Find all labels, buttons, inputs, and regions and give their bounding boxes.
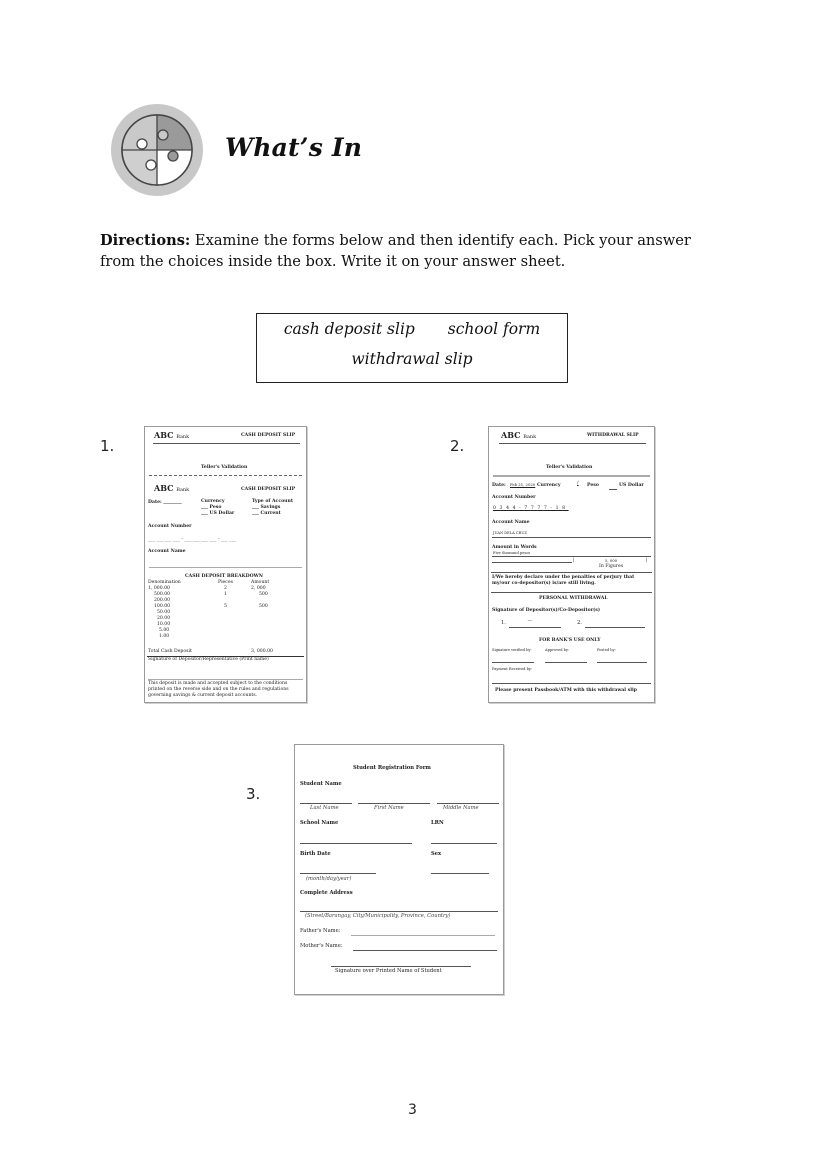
item-number-1: 1.: [100, 437, 115, 455]
bracket-left: |: [573, 558, 575, 563]
teller-validation: Teller's Validation: [546, 465, 593, 470]
denom-row: 50.00: [157, 610, 171, 615]
approved-label: Approved by:: [545, 648, 570, 652]
peso-label: Peso: [587, 483, 599, 488]
usd-label: US Dollar: [619, 483, 644, 488]
account-number-blank: ___ ___ ___ ___ - ___ ___ ___ ___ - ___ ___: [148, 537, 237, 542]
choice-withdrawal-slip: withdrawal slip: [351, 350, 473, 368]
date-value: Feb 21, 2020: [510, 482, 536, 487]
cash-deposit-slip-form: [144, 426, 307, 703]
mother-name-label: Mother's Name:: [300, 943, 343, 949]
bank-use-title: FOR BANK'S USE ONLY: [539, 638, 601, 643]
date-format-hint: (month/day/year): [306, 876, 352, 882]
student-registration-form: [294, 744, 504, 995]
denom-row: 1.00: [159, 634, 170, 639]
currency-usd: ___ US Dollar: [201, 511, 235, 516]
puzzle-icon: [111, 104, 203, 196]
bank-name: ABC Bank: [501, 430, 537, 440]
sig-2-label: 2.: [577, 620, 582, 626]
first-name-hint: First Name: [374, 805, 404, 811]
form-title: Student Registration Form: [353, 765, 431, 771]
signature-label: Signature of Depositor/Representative (Print name): [148, 657, 269, 662]
personal-withdrawal: PERSONAL WITHDRAWAL: [539, 596, 608, 601]
account-type-label: Type of Account: [252, 499, 293, 504]
declaration: I/We hereby declare under the penalties of perjury that my/our co-depositor(s) is/are still living.: [492, 575, 635, 586]
account-number-label: Account Number: [148, 524, 192, 529]
directions-text: [100, 230, 720, 272]
choices-box: [256, 313, 568, 383]
denom-row: 10.00: [157, 622, 171, 627]
account-type-savings: ___ Savings: [252, 505, 281, 510]
payment-label: Payment Received by:: [492, 667, 533, 671]
in-figures-label: In Figures: [599, 564, 624, 569]
disclaimer: This deposit is made and accepted subject to the conditions printed on the reverse side and on the rules and regulations governing savings & current deposit accounts.: [148, 681, 289, 698]
date-label: Date:: [492, 483, 506, 488]
slip-title-2: CASH DEPOSIT SLIP: [241, 487, 296, 492]
address-label: Complete Address: [300, 890, 353, 896]
denom-row: 200.00: [154, 598, 171, 603]
denom-row: 20.00: [157, 616, 171, 621]
account-name-label: Account Name: [492, 520, 530, 525]
bank-name: ABC Bank: [154, 430, 190, 440]
choice-school-form: school form: [447, 320, 541, 338]
signature-label: Signature of Depositor(s)/Co-Depositor(s): [492, 608, 601, 613]
pieces-cell: 2: [224, 586, 227, 591]
total-value: 3, 000.00: [251, 649, 273, 654]
currency-label: Currency: [537, 483, 561, 488]
bank-name-2: ABC Bank: [154, 483, 190, 493]
item-number-2: 2.: [450, 437, 465, 455]
account-type-current: ___ Current: [252, 511, 281, 516]
denom-row: 1, 000.00: [148, 586, 170, 591]
date-label: Date: ________: [148, 500, 182, 505]
sex-label: Sex: [431, 851, 442, 857]
denom-row: 100.00: [154, 604, 171, 609]
footer-note: Please present Passbook/ATM with this withdrawal slip: [495, 688, 637, 693]
currency-peso: ___ Peso: [201, 505, 222, 510]
pieces-cell: 5: [224, 604, 227, 609]
address-hint: (Street/Barangay, City/Municipality, Province, Country): [305, 913, 451, 919]
slip-title: CASH DEPOSIT SLIP: [241, 433, 296, 438]
withdrawal-slip-form: [488, 426, 655, 703]
item-number-3: 3.: [246, 785, 261, 803]
col-denomination: Denomination: [148, 580, 181, 585]
amount-words-label: Amount in Words: [492, 545, 537, 550]
lrn-label: LRN: [431, 820, 444, 826]
directions-body: Examine the forms below and then identify each. Pick your answer from the choices inside the box. Write it on your answer sheet.: [100, 232, 691, 270]
sig-1-label: 1.: [501, 620, 506, 626]
currency-label: Currency: [201, 499, 225, 504]
bracket-right: |: [646, 558, 648, 563]
middle-name-hint: Middle Name: [443, 805, 479, 811]
verified-label: Signature verified by:: [492, 648, 532, 652]
peso-mark: /: [577, 481, 579, 486]
student-name-label: Student Name: [300, 781, 342, 787]
amount-cell: 2, 000: [251, 586, 266, 591]
amount-cell: 500: [259, 592, 268, 597]
breakdown-title: CASH DEPOSIT BREAKDOWN: [185, 574, 264, 579]
col-pieces: Pieces: [218, 580, 233, 585]
account-number-label: Account Number: [492, 495, 536, 500]
birth-date-label: Birth Date: [300, 851, 331, 857]
father-name-label: Father's Name:: [300, 928, 341, 934]
section-title: What’s In: [225, 133, 363, 162]
school-name-label: School Name: [300, 820, 339, 826]
account-name-label: Account Name: [148, 549, 186, 554]
directions-label: Directions:: [100, 232, 191, 249]
posted-label: Posted by:: [597, 648, 616, 652]
denom-row: 500.00: [154, 592, 171, 597]
page-number: 3: [408, 1102, 417, 1118]
amount-figure: 5, 000: [605, 558, 618, 563]
col-amount: Amount: [251, 580, 270, 585]
pieces-cell: 1: [224, 592, 227, 597]
account-name-value: JUAN DELA CRUZ: [493, 531, 527, 535]
amount-cell: 500: [259, 604, 268, 609]
teller-validation: Teller's Validation: [201, 465, 248, 470]
signature-scribble: ~: [527, 617, 533, 625]
total-label: Total Cash Deposit: [148, 649, 192, 654]
denom-row: 5.00: [159, 628, 170, 633]
last-name-hint: Last Name: [310, 805, 339, 811]
slip-title: WITHDRAWAL SLIP: [587, 433, 639, 438]
amount-words-value: Five thousand pesos: [493, 551, 531, 555]
signature-label: Signature over Printed Name of Student: [335, 968, 442, 974]
account-number-value: 0344-7777-18: [493, 506, 569, 511]
choice-cash-deposit-slip: cash deposit slip: [283, 320, 415, 338]
